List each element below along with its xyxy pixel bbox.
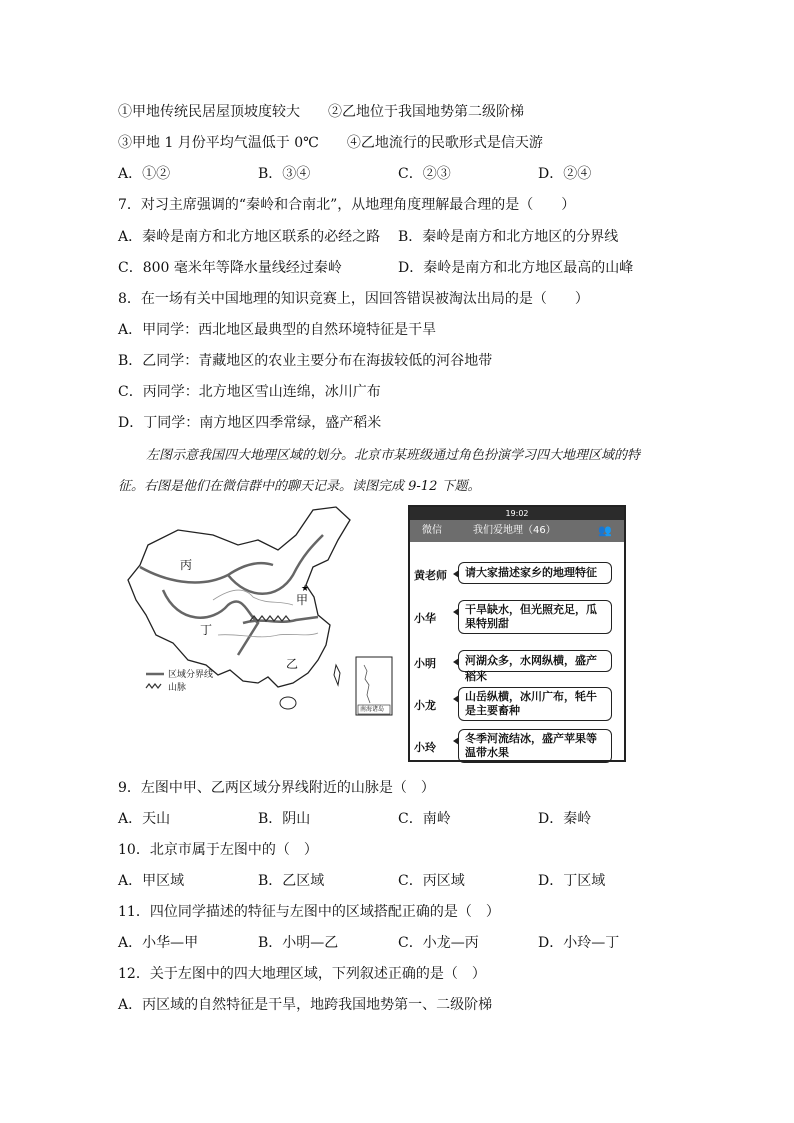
china-map-svg (118, 505, 398, 720)
inset-label: 南海诸岛 (360, 706, 385, 713)
region-label-ding: 丁 (200, 623, 213, 637)
back-button[interactable]: 微信 (422, 525, 442, 536)
legend-mountain-symbol (146, 684, 161, 688)
q6-option-a[interactable]: A．①② (118, 166, 171, 182)
q8-option-a[interactable]: A．甲同学：西北地区最典型的自然环境特征是干旱 (118, 322, 437, 338)
q10-option-d[interactable]: D．丁区域 (538, 873, 606, 889)
people-icon[interactable]: 👥 (598, 524, 612, 537)
message-bubble: 请大家描述家乡的地理特征 (458, 562, 612, 584)
q11-option-b[interactable]: B．小明—乙 (258, 935, 339, 951)
chat-title: 我们爱地理（46） (473, 525, 556, 536)
q9-option-a[interactable]: A．天山 (118, 811, 171, 827)
region-label-yi: 乙 (286, 657, 299, 671)
message-bubble: 山岳纵横，冰川广布，牦牛是主要畜种 (458, 687, 612, 721)
message-bubble: 干旱缺水，但光照充足，瓜果特别甜 (458, 600, 612, 634)
q9-option-d[interactable]: D．秦岭 (538, 811, 592, 827)
q6-option-c[interactable]: C．②③ (398, 166, 451, 182)
message-sender: 小华 (414, 612, 436, 625)
q11-option-a[interactable]: A．小华—甲 (118, 935, 199, 951)
q7-option-d[interactable]: D．秦岭是南方和北方地区最高的山峰 (398, 260, 634, 276)
q11-option-d[interactable]: D．小玲—丁 (538, 935, 620, 951)
chat-message-5 (414, 729, 620, 763)
china-regions-map (118, 505, 398, 720)
q9-option-c[interactable]: C．南岭 (398, 811, 451, 827)
china-outline (128, 507, 350, 687)
q7-option-c[interactable]: C．800 毫米年等降水量线经过秦岭 (118, 260, 342, 276)
q6-option-b[interactable]: B．③④ (258, 166, 311, 182)
q10-option-a[interactable]: A．甲区域 (118, 873, 185, 889)
q7-option-b[interactable]: B．秦岭是南方和北方地区的分界线 (398, 229, 619, 245)
q10-option-c[interactable]: C．丙区域 (398, 873, 465, 889)
q8-option-c[interactable]: C．丙同学：北方地区雪山连绵，冰川广布 (118, 384, 381, 400)
chat-message-4 (414, 687, 620, 721)
question-11: 11．四位同学描述的特征与左图中的区域搭配正确的是（ ） (118, 904, 500, 920)
q8-option-d[interactable]: D．丁同学：南方地区四季常绿，盛产稻米 (118, 415, 382, 431)
message-sender: 黄老师 (414, 569, 447, 582)
q12-option-a[interactable]: A．丙区域的自然特征是干旱，地跨我国地势第一、二级阶梯 (118, 997, 493, 1013)
q7-option-a[interactable]: A．秦岭是南方和北方地区联系的必经之路 (118, 229, 381, 245)
question-9: 9．左图中甲、乙两区域分界线附近的山脉是（ ） (118, 780, 435, 796)
question-10: 10．北京市属于左图中的（ ） (118, 842, 318, 858)
material-intro-line-2: 征。右图是他们在微信群中的聊天记录。读图完成 9-12 下题。 (118, 479, 481, 494)
q6-option-d[interactable]: D．②④ (538, 166, 592, 182)
status-bar-time: 19:02 (410, 507, 624, 520)
region-label-bing: 丙 (180, 558, 193, 572)
legend-mountain-label: 山脉 (168, 683, 187, 693)
q8-option-b[interactable]: B．乙同学：青藏地区的农业主要分布在海拔较低的河谷地带 (118, 353, 493, 369)
taiwan-island (334, 665, 340, 685)
statement-line-2: ③甲地 1 月份平均气温低于 0℃ ④乙地流行的民歌形式是信天游 (118, 135, 543, 151)
message-bubble: 冬季河流结冰，盛产苹果等温带水果 (458, 729, 612, 763)
legend-boundary-label: 区域分界线 (168, 670, 214, 680)
beijing-star-icon: ★ (301, 584, 310, 594)
message-bubble: 河湖众多，水网纵横，盛产稻米 (458, 650, 612, 672)
message-sender: 小龙 (414, 699, 436, 712)
message-sender: 小明 (414, 657, 436, 670)
question-8: 8．在一场有关中国地理的知识竞赛上，因回答错误被淘汰出局的是（ ） (118, 291, 589, 307)
chat-message-2 (414, 600, 620, 634)
hainan-island (280, 697, 296, 709)
question-7: 7．对习主席强调的“秦岭和合南北”，从地理角度理解最合理的是（ ） (118, 197, 576, 213)
question-12: 12．关于左图中的四大地理区域，下列叙述正确的是（ ） (118, 966, 486, 982)
message-sender: 小玲 (414, 741, 436, 754)
region-label-jia: 甲 (296, 593, 309, 607)
statement-line-1: ①甲地传统民居屋顶坡度较大 ②乙地位于我国地势第二级阶梯 (118, 104, 524, 120)
chat-header (410, 520, 624, 542)
q10-option-b[interactable]: B．乙区域 (258, 873, 325, 889)
q11-option-c[interactable]: C．小龙—丙 (398, 935, 479, 951)
chat-message-3 (414, 650, 620, 683)
q9-option-b[interactable]: B．阴山 (258, 811, 311, 827)
material-intro-line-1: 左图示意我国四大地理区域的划分。北京市某班级通过角色扮演学习四大地理区域的特 (146, 448, 641, 463)
chat-message-1 (414, 562, 620, 588)
wechat-phone-screen (408, 505, 626, 762)
